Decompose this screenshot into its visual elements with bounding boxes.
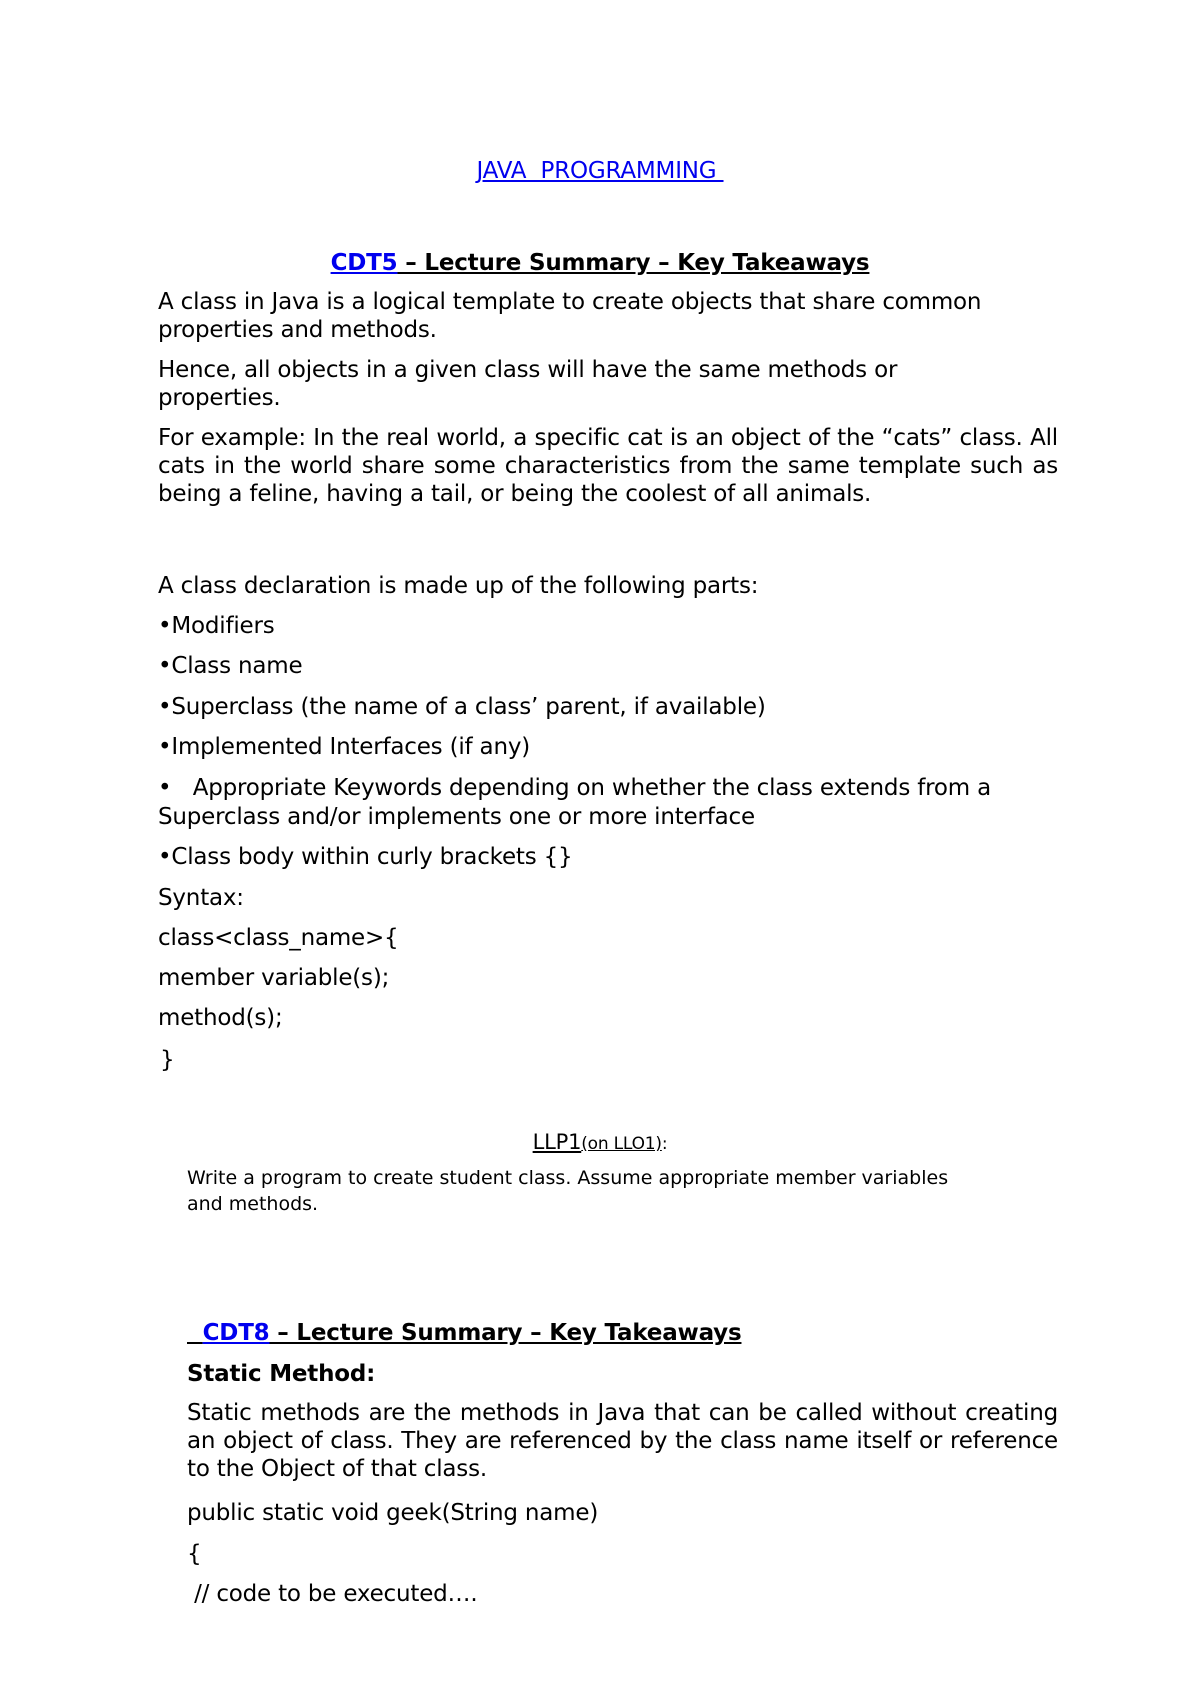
cdt5-paragraph-3: For example: In the real world, a specific cat is an object of the “cats” class. All cats in the world share some characteristics from the same template such as being a feline, having a tail, or being the coolest of all animals. xyxy=(158,425,1058,507)
bullet-item: •Modifiers xyxy=(158,613,275,639)
cdt5-paragraph-4: A class declaration is made up of the following parts: xyxy=(158,573,759,599)
code-line: // code to be executed…. xyxy=(187,1581,478,1607)
syntax-line: member variable(s); xyxy=(158,965,390,991)
llp1-task-line-1: Write a program to create student class. Assume appropriate member variables xyxy=(187,1167,949,1189)
bullet-item-line-1: • Appropriate Keywords depending on whether the class extends from a xyxy=(158,775,991,801)
bullet-item: •Class name xyxy=(158,653,303,679)
cdt8-paragraph-1: Static methods are the methods in Java that can be called without creating an object of class. They are referenced by the class name itself or reference to the Object of that class. xyxy=(187,1400,1058,1482)
document-title xyxy=(0,157,1200,185)
document-title-text: JAVA PROGRAMMING xyxy=(476,158,724,184)
bullet-item: •Class body within curly brackets {} xyxy=(158,844,573,870)
cdt5-paragraph-1-line-2: properties and methods. xyxy=(158,317,437,343)
llp1-label: LLP1 xyxy=(532,1130,582,1154)
code-line: { xyxy=(187,1541,202,1567)
cdt5-heading xyxy=(0,249,1200,277)
cdt5-paragraph-2-line-2: properties. xyxy=(158,385,281,411)
cdt8-code-link[interactable]: CDT8 xyxy=(202,1320,270,1346)
llp1-paren: (on LLO1) xyxy=(581,1134,662,1154)
cdt8-heading-text: – Lecture Summary – Key Takeaways xyxy=(269,1320,742,1346)
llp1-task-line-2: and methods. xyxy=(187,1193,319,1215)
syntax-label: Syntax: xyxy=(158,885,244,911)
cdt5-heading-text: – Lecture Summary – Key Takeaways xyxy=(397,250,870,276)
cdt5-paragraph-2-line-1: Hence, all objects in a given class will have the same methods or xyxy=(158,357,898,383)
llp1-colon: : xyxy=(661,1134,668,1154)
cdt5-code-link[interactable]: CDT5 xyxy=(330,250,398,276)
cdt8-heading-spacer xyxy=(187,1320,203,1346)
bullet-item: •Implemented Interfaces (if any) xyxy=(158,734,530,760)
syntax-line: } xyxy=(160,1047,175,1073)
code-line: public static void geek(String name) xyxy=(187,1500,599,1526)
syntax-line: method(s); xyxy=(158,1005,283,1031)
bullet-item: •Superclass (the name of a class’ parent, if available) xyxy=(158,694,766,720)
cdt8-heading xyxy=(187,1319,741,1347)
cdt5-paragraph-1-line-1: A class in Java is a logical template to create objects that share common xyxy=(158,289,982,315)
static-method-subheading: Static Method: xyxy=(187,1361,376,1387)
syntax-line: class<class_name>{ xyxy=(158,925,399,951)
llp1-heading xyxy=(0,1128,1200,1158)
bullet-item-line-2: Superclass and/or implements one or more interface xyxy=(158,804,755,830)
